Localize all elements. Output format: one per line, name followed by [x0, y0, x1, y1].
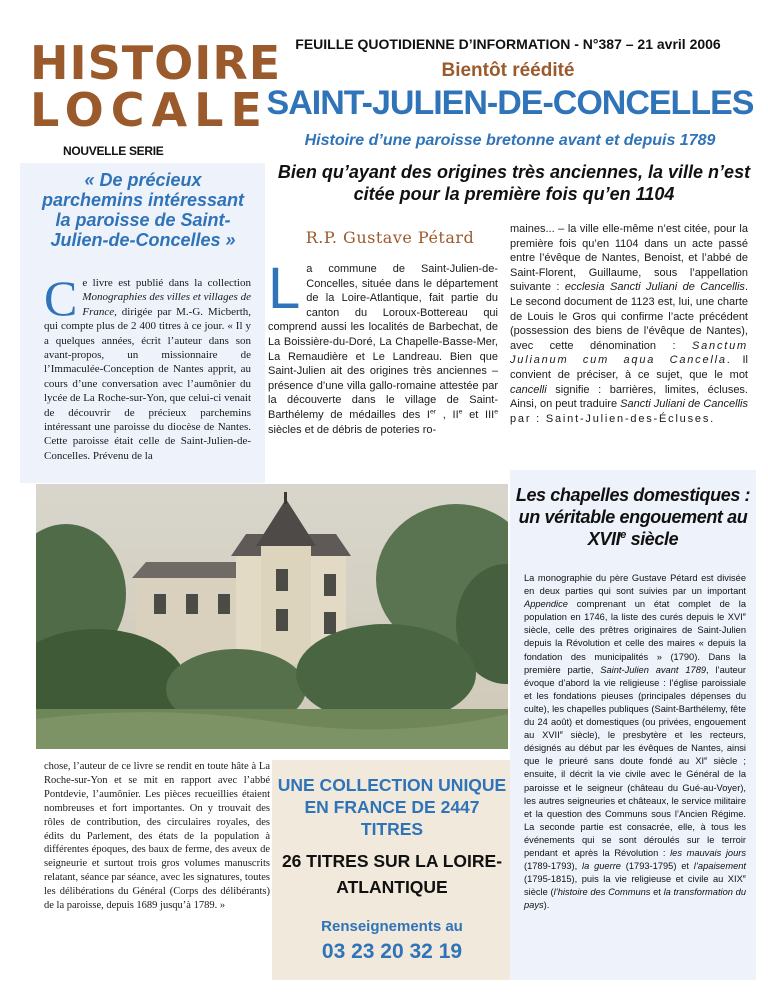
subhead: Histoire d’une paroisse bretonne avant et depuis 1789: [304, 132, 716, 149]
b6-it: les mauvais jours: [670, 847, 746, 858]
article-column-2: [510, 222, 748, 426]
promo-phone: 03 23 20 32 19: [321, 940, 463, 963]
sidebar-body: [44, 270, 251, 463]
col2-it1: ecclesia Sancti Juliani de Cancellis: [564, 281, 745, 294]
col2-b: . Le second document de 1123 est, lui, une charte de Louis le Gros qui confirme l’acte précédent (possession des biens de l’évêque de Nantes), avec cette dénomination :: [510, 281, 748, 352]
col1-text: a commune de Saint-Julien-de-Concelles, située dans le département de la Loire-Atlantique, fait partie du canton du Loroux-Bottereau qui comprend aussi les localités de Barbechat, de La Boissière-du-Doré, La Chapelle-Basse-Mer, La Remaudière et Le Landreau. Bien que Saint-Julien ait des origines très anciennes – présence d’une villa gallo-romaine attestée par la découverte dans le village de Saint-Barthélemy de médailles des I: [268, 263, 498, 421]
b6: siècle ; ensuite, il décrit la vie civile avec le Général de la paroisse et le seigneur (château du Gué-au-Voyer), les autres seigneuries et châteaux, le service militaire et la question des Communs sous l’Ancien Régime. La seconde partie est consacrée, elle, à tous les événements qui se sont déroulés sur le terroir pendant et après la Révolution :: [524, 756, 746, 858]
col2-d: signifie : barrières, limites, écluses. Ainsi, on peut traduire: [510, 383, 748, 411]
sidebar-text-a: e livre est publié dans la collection: [82, 277, 251, 289]
logo-line1: HISTOIRE: [30, 36, 282, 90]
b8-it: l’apaisement: [693, 861, 746, 872]
b12: ).: [543, 900, 550, 911]
b1-it: Appendice: [524, 599, 568, 610]
b8: (1793-1795) et: [620, 861, 694, 872]
b10-it: l’histoire des Communs: [553, 887, 651, 898]
chapels-title-b: siècle: [625, 529, 679, 549]
chapels-title: [510, 484, 756, 550]
col2-e: par : Saint-Julien-des-Écluses.: [510, 412, 715, 425]
col2-a: maines... – la ville elle-même n’est citée, pour la première fois qu’en 1104 dans un acte passé entre l’évêque de Nantes, Benoist, et l’abbé de Saint-Florent, Guillaume, sous l’appellation suivante :: [510, 223, 748, 294]
headline: SAINT-JULIEN-DE-CONCELLES: [266, 84, 754, 122]
b7-it: la guerre: [582, 861, 621, 872]
issue-line: FEUILLE QUOTIDIENNE D’INFORMATION - N°387 – 21 avril 2006: [295, 36, 721, 52]
sup-er: er: [429, 408, 437, 416]
chateau-photo: [36, 484, 508, 749]
col2-it2: Sanctum Julianum cum aqua Cancella: [510, 339, 748, 367]
promo-box: [272, 760, 512, 980]
b1: La monographie du père Gustave Pétard est divisée en deux parties qui sont suivies par un important: [524, 573, 746, 597]
sidebar-drop-cap: C: [44, 270, 78, 326]
sidebar-continued: chose, l’auteur de ce livre se rendit en toute hâte à La Roche-sur-Yon et se mit en rapport avec l’abbé Pontdevie, l’aumônier. Les pièces recueillies étaient nombreuses et fort importantes. On y trouvait des rôles de contribution, des circulaires royales, des édits du Parlement, des états de la population à différentes époques, des baux de ferme, des aveux de seigneurie et surtout trois gros volumes manuscrits relatant, séance par séance, avec les signatures, toutes les délibérations du Général (Corps des délibérants) de la paroisse, depuis 1689 jusqu’à 1789. »: [44, 761, 270, 912]
b9: (1795-1815), puis la vie religieuse et civile au XIX: [524, 874, 743, 885]
b7: (1789-1793),: [524, 861, 583, 872]
b11: et: [650, 887, 664, 898]
sidebar-quote: « De précieux parchemins intéressant la paroisse de Saint-Julien-de-Concelles »: [41, 170, 245, 250]
col2-it3: cancelli: [510, 383, 547, 396]
b10: siècle (: [524, 887, 554, 898]
promo-titles: 26 TITRES SUR LA LOIRE-ATLANTIQUE: [281, 851, 503, 897]
sup-e2: e: [494, 408, 498, 416]
col2-it4: Sancti Juliani de Cancellis: [620, 398, 748, 411]
logo-line2: LOCALE: [30, 83, 269, 137]
b3: siècle, celle des prêtres originaires de Saint-Julien depuis la Révolution et celle des maires « depuis la fondation des municipalités » (1790). Dans la première partie,: [524, 625, 746, 675]
chapels-title-a: Les chapelles domestiques : un véritable engouement au XVII: [515, 485, 751, 549]
b9-sup: e: [742, 874, 746, 881]
b4: , l’auteur évoque d’abord la vie religieuse : l’église paroissiale et les fondations pieuses (principales dépenses du culte), les chapelles publiques (Saint-Barthélemy, fête du 24 août) et domestiques (ou privées, engouement au XVII: [524, 664, 746, 741]
sidebar-text-b: , dirigée par M.-G. Micberth, qui compte plus de 2 400 titres à ce jour. « Il y a quelques années, écrit l’auteur dans son avant-propos, un missionnaire de l’Immaculée-Conception de Nantes apprit, au cours d’une conversation avec l’aumônier du lycée de La Roche-sur-Yon, que celui-ci venait de découvrir de précieux parchemins intéressant une paroisse du diocèse de Nantes. Cette paroisse était celle de Saint-Julien-de-Concelles. Prévenu de la: [44, 305, 251, 462]
kicker: Bientôt réédité: [441, 60, 575, 81]
promo-collection: UNE COLLECTION UNIQUE EN FRANCE DE 2447 TITRES: [277, 775, 507, 839]
article-title: Bien qu’ayant des origines très anciennes, la ville n’est citée pour la première fois qu’en 1104: [277, 162, 751, 204]
col1-end: siècles et de débris de poteries ro-: [268, 423, 437, 436]
b5-sup: e: [704, 756, 708, 763]
col1-mid1: , II: [436, 408, 459, 421]
sup-e1: e: [458, 408, 463, 416]
b2-sup: e: [742, 612, 746, 619]
article-column-1: [268, 256, 498, 437]
promo-info-label: Renseignements au: [321, 918, 463, 935]
chapels-body: [524, 572, 746, 912]
b11-it: la transformation du pays: [524, 887, 746, 911]
chapels-title-sup: e: [620, 529, 626, 541]
b2: comprenant un état complet de la population en 1746, la liste des curés depuis le XVI: [524, 599, 746, 623]
b5: siècle), le presbytère et les recteurs, désignés au début par les évêques de Nantes, ainsi que le prieuré sans doute fondé au XI: [524, 730, 746, 767]
series-label: NOUVELLE SERIE: [63, 144, 164, 158]
sidebar-text-italic: Monographies des villes et villages de France: [82, 291, 251, 318]
col1-mid2: et III: [462, 408, 495, 421]
article-drop-cap: L: [268, 256, 301, 321]
b3-it: Saint-Julien avant 1789: [600, 664, 707, 675]
article-author: R.P. Gustave Pétard: [305, 228, 475, 247]
masthead-logo: [30, 36, 282, 137]
b4-sup: e: [559, 730, 563, 737]
col2-c: . Il convient de préciser, à ce sujet, que le mot: [510, 354, 748, 381]
